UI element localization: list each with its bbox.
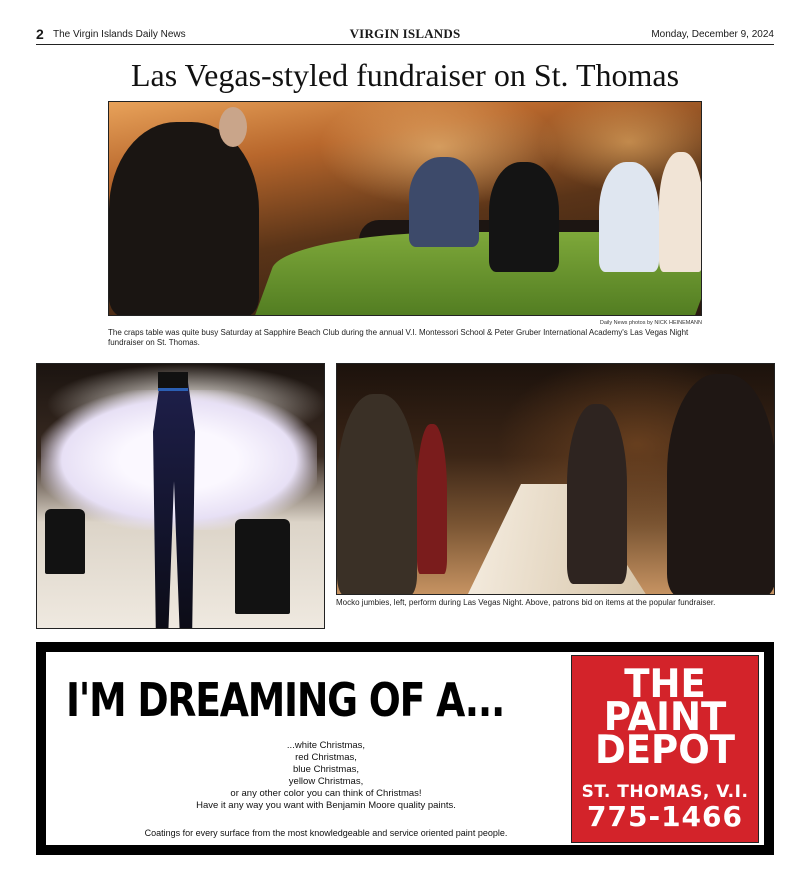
person-silhouette — [599, 162, 659, 272]
cocktail-table — [235, 519, 290, 614]
craps-table-photo — [108, 101, 702, 316]
secondary-photo-caption: Mocko jumbies, left, perform during Las Vegas Night. Above, patrons bid on items at the popular fundraiser. — [336, 598, 716, 607]
brand-logo-box — [571, 655, 759, 843]
main-photo-caption: The craps table was quite busy Saturday at Sapphire Beach Club during the annual V.I. Montessori School & Peter Gruber International Academy's Las Vegas Night fundraiser on St. Thomas. — [108, 328, 689, 347]
person-silhouette — [567, 404, 627, 584]
person-silhouette — [337, 394, 417, 595]
ad-line: ...white Christmas, — [286, 740, 366, 751]
person-silhouette — [659, 152, 702, 272]
person-silhouette — [109, 122, 259, 316]
ad-headline: I'M DREAMING OF A... — [66, 673, 505, 727]
masthead — [36, 26, 774, 45]
silent-auction-photo — [336, 363, 775, 595]
paper-name: The Virgin Islands Daily News — [53, 29, 186, 40]
ad-line: blue Christmas, — [293, 764, 359, 775]
section-name: VIRGIN ISLANDS — [349, 26, 461, 41]
person-silhouette — [219, 107, 247, 147]
photo-credit: Daily News photos by NICK HEINEMANN — [599, 320, 702, 326]
person-silhouette — [417, 424, 447, 574]
person-silhouette — [667, 374, 775, 595]
paint-depot-advertisement — [36, 642, 774, 855]
ad-copy — [116, 740, 536, 812]
ad-line: or any other color you can think of Christmas! — [230, 788, 422, 799]
ad-tagline: Coatings for every surface from the most knowledgeable and service oriented paint people. — [144, 828, 508, 838]
top-hat — [158, 372, 188, 391]
article-headline: Las Vegas-styled fundraiser on St. Thomas — [130, 57, 680, 93]
issue-date: Monday, December 9, 2024 — [651, 29, 774, 40]
person-silhouette — [409, 157, 479, 247]
person-silhouette — [489, 162, 559, 272]
brand-name-line1: THE — [624, 662, 706, 707]
ad-line: Have it any way you want with Benjamin Moore quality paints. — [196, 800, 456, 811]
page-number: 2 — [36, 26, 44, 42]
brand-name-line2: PAINT — [603, 695, 727, 740]
ad-line: red Christmas, — [295, 752, 357, 763]
ad-body — [46, 652, 764, 845]
cocktail-table — [45, 509, 85, 574]
mocko-jumbie-photo — [36, 363, 325, 629]
brand-location: ST. THOMAS, V.I. — [581, 782, 749, 802]
brand-name-line3: DEPOT — [594, 728, 735, 773]
ad-line: yellow Christmas, — [288, 776, 364, 787]
brand-phone: 775-1466 — [587, 800, 743, 833]
